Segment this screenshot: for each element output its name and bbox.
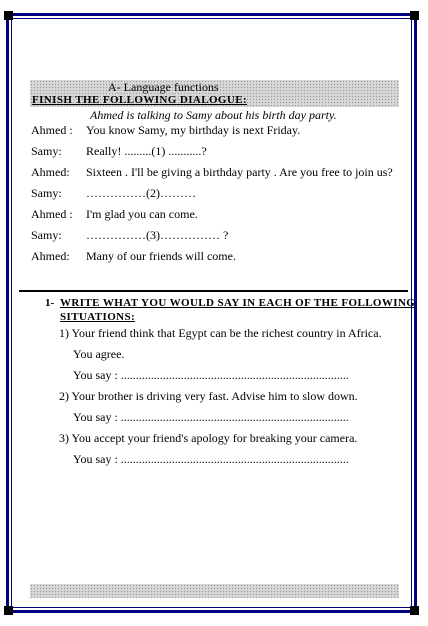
speaker-label: Samy: (31, 186, 62, 200)
situation-text: 2) Your brother is driving very fast. Advise him to slow down. (59, 389, 358, 403)
answer-line[interactable]: You say : ............................................................................ (73, 452, 349, 466)
dialogue-line: Many of our friends will come. (86, 249, 236, 263)
dialogue-line: ……………(3)…………… ? (86, 228, 229, 242)
situation-text: 1) Your friend think that Egypt can be the richest country in Africa. (59, 326, 382, 340)
situation-text: 3) You accept your friend's apology for breaking your camera. (59, 431, 358, 445)
question-heading: WRITE WHAT YOU WOULD SAY IN EACH OF THE FOLLOWING (60, 297, 416, 309)
question-heading-continued: SITUATIONS: (60, 311, 136, 323)
speaker-label: Samy: (31, 144, 62, 158)
border-corner (410, 606, 419, 615)
answer-line[interactable]: You say : ............................................................................ (73, 410, 349, 424)
speaker-label: Ahmed : (31, 207, 73, 221)
situation-note: You agree. (73, 347, 125, 361)
speaker-label: Ahmed : (31, 123, 73, 137)
border-corner (4, 11, 13, 20)
speaker-label: Samy: (31, 228, 62, 242)
speaker-label: Ahmed: (31, 165, 70, 179)
section-heading: FINISH THE FOLLOWING DIALOGUE: (32, 94, 248, 106)
dialogue-line: I'm glad you can come. (86, 207, 198, 221)
dialogue-instruction: Ahmed is talking to Samy about his birth day party. (90, 108, 337, 122)
dialogue-line: Sixteen . I'll be giving a birthday party . Are you free to join us? (86, 165, 393, 179)
dialogue-line: You know Samy, my birthday is next Friday. (86, 123, 301, 137)
footer-band (30, 584, 399, 598)
dialogue-line: Really! .........(1) ...........? (86, 144, 207, 158)
question-number: 1- (45, 297, 55, 309)
border-corner (410, 11, 419, 20)
section-title: A- Language functions (108, 80, 219, 94)
dialogue-line: ……………(2)……… (86, 186, 196, 200)
border-corner (4, 606, 13, 615)
section-divider (19, 290, 408, 292)
speaker-label: Ahmed: (31, 249, 70, 263)
answer-line[interactable]: You say : ............................................................................ (73, 368, 349, 382)
